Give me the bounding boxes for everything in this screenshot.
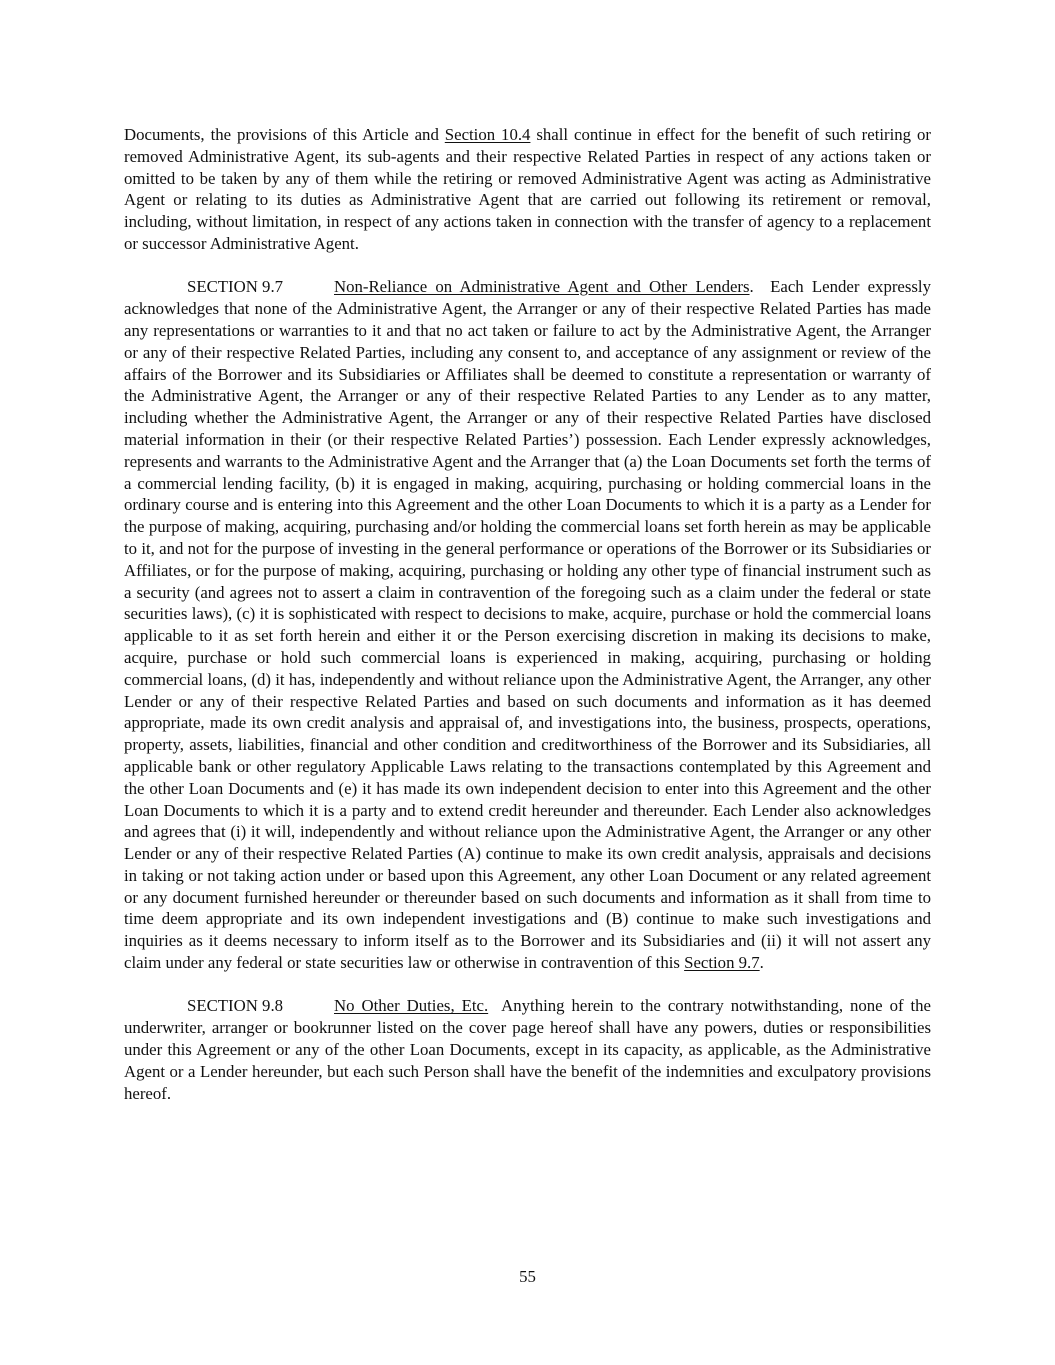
page-body [124, 124, 931, 1126]
section-10-4-reference: Section 10.4 [444, 125, 531, 144]
section-9-8-number: SECTION 9.8 [187, 996, 284, 1016]
section-9-7-body: Each Lender expressly acknowledges that none of the Administrative Agent, the Arranger or any of their respective Related Parties has made any representations or warranties to it and that no act taken or failure to act by the Administrative Agent, the Arranger or any of their respective Related Parties, including any consent to, and acceptance of any assignment or review of the affairs of the Borrower and its Subsidiaries or Affiliates shall be deemed to constitute a representation or warranty of the Administrative Agent, the Arranger or any of their respective Related Parties to any Lender as to any matter, including whether the Administrative Agent, the Arranger or any of their respective Related Parties have disclosed material information in their (or their respective Related Parties’) possession. Each Lender expressly acknowledges, represents and warrants to the Administrative Agent and the Arranger that (a) the Loan Documents set forth the terms of a commercial lending facility, (b) it is engaged in making, acquiring, purchasing or holding commercial loans in the ordinary course and is entering into this Agreement and the other Loan Documents to which it is a party as a Lender for the purpose of making, acquiring, purchasing and/or holding the commercial loans set forth herein as may be applicable to it, and not for the purpose of investing in the general performance or operations of the Borrower or its Subsidiaries or Affiliates, or for the purpose of making, acquiring, purchasing or holding any other type of financial instrument such as a security (and agrees not to assert a claim in contravention of the foregoing such as a claim under the federal or state securities laws), (c) it is sophisticated with respect to decisions to make, acquire, purchase or hold the commercial loans applicable to it as set forth herein and either it or the Person exercising discretion in making its decisions to make, acquire, purchase or hold such commercial loans is experienced in making, acquiring, purchasing or holding commercial loans, (d) it has, independently and without reliance upon the Administrative Agent, the Arranger, any other Lender or any of their respective Related Parties and based on such documents and information as it has deemed appropriate, made its own credit analysis and appraisal of, and investigations into, the business, prospects, operations, property, assets, liabilities, financial and other condition and creditworthiness of the Borrower and its Subsidiaries, all applicable bank or other regulatory Applicable Laws relating to the transactions contemplated by this Agreement and the other Loan Documents and (e) it has made its own independent decision to enter into this Agreement and the other Loan Documents to which it is a party and to extend credit hereunder and thereunder. Each Lender also acknowledges and agrees that (i) it will, independently and without reliance upon the Administrative Agent, the Arranger or any other Lender or any of their respective Related Parties (A) continue to make its own credit analysis, appraisals and decisions in taking or not taking action under or based upon this Agreement, any other Loan Document or any related agreement or any document furnished hereunder or thereunder based on such documents and information as it shall from time to time deem appropriate and its own independent investigations and (B) continue to make such investigations and inquiries as it deems necessary to inform itself as to the Borrower and its Subsidiaries and (ii) it will not assert any claim under any federal or state securities law or otherwise in contravention of this [124, 277, 931, 973]
section-9-7-paragraph [124, 276, 931, 974]
section-9-8-heading-gap [488, 996, 501, 1015]
para1-text-b: shall continue in effect for the benefit of such retiring or removed Administrative Agent, its sub-agents and their respective Related Parties in respect of any actions taken or omitted to be taken by any of them while the retiring or removed Administrative Agent was acting as Administrative Agent or relating to its duties as Administrative Agent that are carried out following its retirement or removal, including, without limitation, in respect of any actions taken in connection with the transfer of agency to a replacement or successor Administrative Agent. [124, 125, 931, 253]
section-9-8-body: Anything herein to the contrary notwithstanding, none of the underwriter, arranger or bookrunner listed on the cover page hereof shall have any powers, duties or responsibilities under this Agreement or any of the other Loan Documents, except in its capacity, as applicable, as the Administrative Agent or a Lender hereunder, but each such Person shall have the benefit of the indemnities and exculpatory provisions hereof. [124, 996, 931, 1103]
section-9-8-heading: No Other Duties, Etc. [334, 996, 489, 1016]
section-9-7-reference: Section 9.7 [684, 953, 760, 973]
para1-text-a: Documents, the provisions of this Article and [124, 125, 445, 144]
section-9-7-heading-punct: . [749, 277, 771, 297]
page-number: 55 [519, 1267, 536, 1286]
section-9-7-end: . [759, 953, 764, 973]
section-9-7-heading: Non-Reliance on Administrative Agent and Other Lenders [334, 277, 750, 297]
section-9-8-paragraph [124, 995, 931, 1104]
continued-paragraph [124, 124, 931, 255]
section-9-7-number: SECTION 9.7 [187, 277, 284, 297]
